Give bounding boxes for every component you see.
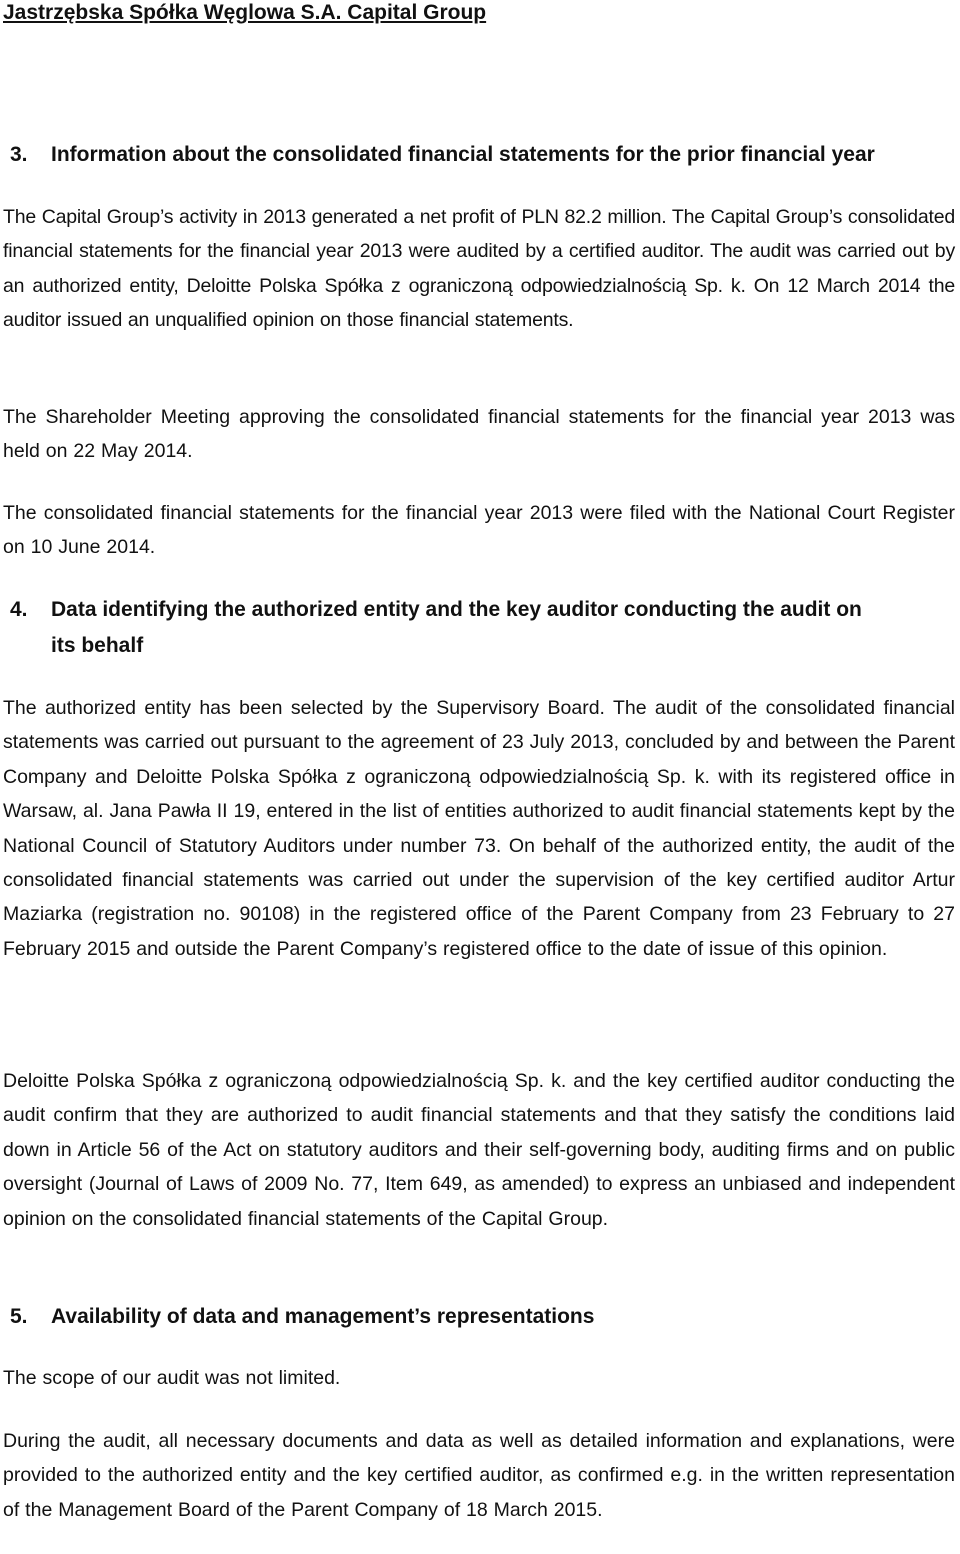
section-3-paragraph-2: The Shareholder Meeting approving the consolidated financial statements for the financial year 2013 was held on 22 May 2014. — [3, 406, 955, 463]
section-4-title-line-2: its behalf — [51, 634, 144, 657]
section-5-title: Availability of data and management’s representations — [51, 1305, 595, 1328]
section-4-title-line-1: Data identifying the authorized entity and the key auditor conducting the audit on — [51, 598, 862, 621]
section-3-paragraph-3: The consolidated financial statements for the financial year 2013 were filed with the National Court Register on 10 June 2014. — [3, 502, 955, 559]
section-4-paragraph-2: Deloitte Polska Spółka z ograniczoną odpowiedzialnością Sp. k. and the key certified auditor conducting the audit confirm that they are authorized to audit financial statements and that they satisfy the conditions laid down in Article 56 of the Act on statutory auditors and their self-governing body, auditing firms and on public oversight (Journal of Laws of 2009 No. 77, Item 649, as amended) to express an unbiased and independent opinion on the consolidated financial statements of the Capital Group. — [3, 1070, 955, 1230]
section-4-heading — [10, 592, 950, 664]
section-5-paragraph-1: The scope of our audit was not limited. — [3, 1367, 341, 1389]
section-3-number: 3. — [10, 143, 28, 166]
section-3-title: Information about the consolidated financial statements for the prior financial year — [51, 143, 875, 166]
section-5-number: 5. — [10, 1305, 28, 1328]
section-5-paragraph-2: During the audit, all necessary documents and data as well as detailed information and explanations, were provided to the authorized entity and the key certified auditor, as confirmed e.g. in the written representation of the Management Board of the Parent Company of 18 March 2015. — [3, 1430, 955, 1521]
section-5-heading — [10, 1299, 950, 1335]
section-4-paragraph-1: The authorized entity has been selected by the Supervisory Board. The audit of the consolidated financial statements was carried out pursuant to the agreement of 23 July 2013, concluded by and between the Parent Company and Deloitte Polska Spółka z ograniczoną odpowiedzialnością Sp. k. with its registered office in Warsaw, al. Jana Pawła II 19, entered in the list of entities authorized to audit financial statements kept by the National Council of Statutory Auditors under number 73. On behalf of the authorized entity, the audit of the consolidated financial statements was carried out under the supervision of the key certified auditor Artur Maziarka (registration no. 90108) in the registered office of the Parent Company from 23 February to 27 February 2015 and outside the Parent Company’s registered office to the date of issue of this opinion. — [3, 697, 955, 960]
section-3-heading — [10, 137, 950, 173]
section-4-number: 4. — [10, 598, 28, 621]
company-title: Jastrzębska Spółka Węglowa S.A. Capital Group — [3, 1, 487, 24]
section-3-paragraph-1: The Capital Group’s activity in 2013 generated a net profit of PLN 82.2 million. The Capital Group’s consolidated financial statements for the financial year 2013 were audited by a certified auditor. The audit was carried out by an authorized entity, Deloitte Polska Spółka z ograniczoną odpowiedzialnością Sp. k. On 12 March 2014 the auditor issued an unqualified opinion on those financial statements. — [3, 206, 955, 332]
